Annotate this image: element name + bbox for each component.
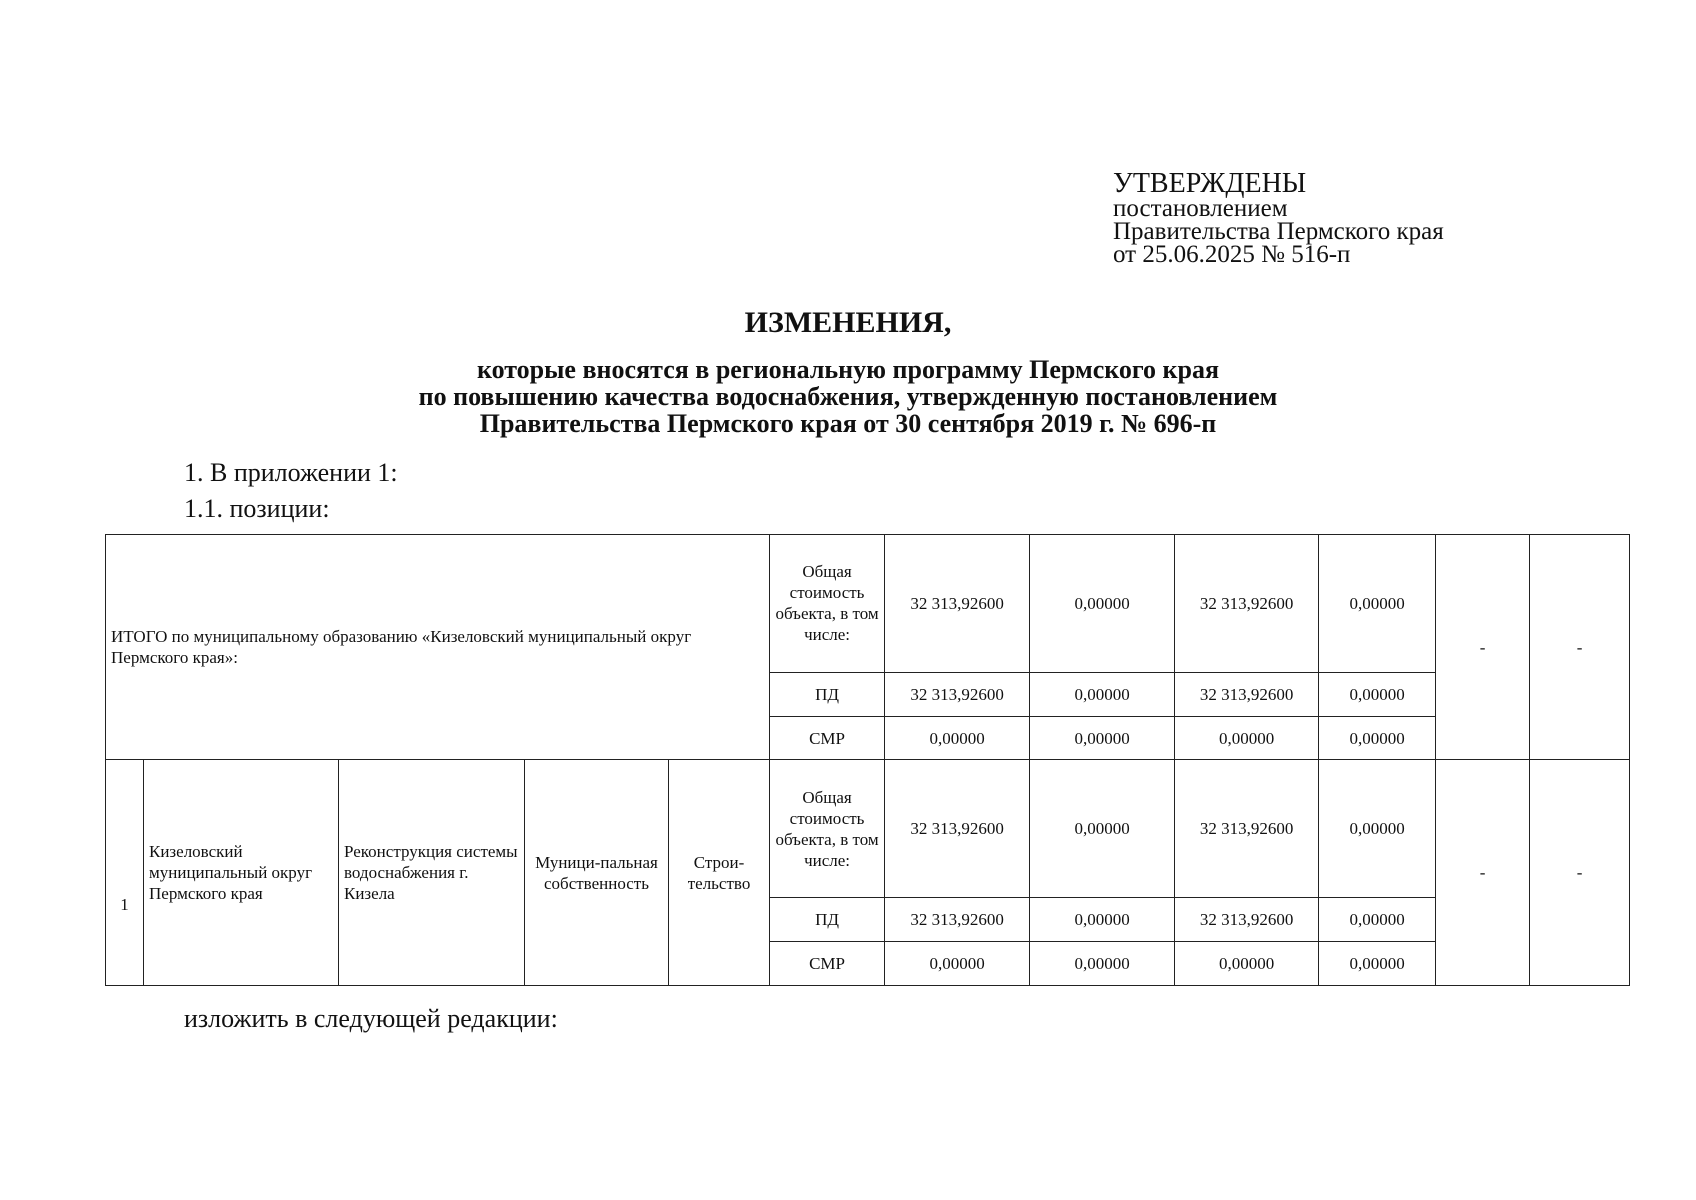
dash-cell: - [1436, 535, 1530, 760]
approval-line-1: постановлением [1113, 195, 1288, 222]
value-cell: 32 313,92600 [885, 897, 1030, 941]
dash-cell: - [1530, 535, 1630, 760]
dash-cell: - [1436, 760, 1530, 986]
cost-type-cell: СМР [770, 717, 885, 760]
value-cell: 0,00000 [1030, 942, 1175, 986]
cost-type-cell: СМР [770, 942, 885, 986]
item-municipality: Кизеловский муниципальный округ Пермского края [144, 760, 339, 986]
value-cell: 0,00000 [1319, 760, 1436, 898]
value-cell: 0,00000 [1030, 897, 1175, 941]
value-cell: 0,00000 [1319, 942, 1436, 986]
paragraph-positions: 1.1. позиции: [184, 494, 330, 523]
total-label: ИТОГО по муниципальному образованию «Кизеловский муниципальный округ Пермского края»: [106, 535, 770, 760]
value-cell: 0,00000 [1030, 760, 1175, 898]
approval-line-3: от 25.06.2025 № 516-п [1113, 241, 1351, 268]
value-cell: 32 313,92600 [1175, 535, 1319, 673]
value-cell: 32 313,92600 [885, 672, 1030, 716]
cost-type-cell: Общая стоимость объекта, в том числе: [770, 535, 885, 673]
subtitle-line-2: по повышению качества водоснабжения, утвержденную постановлением [418, 382, 1278, 411]
value-cell: 0,00000 [1319, 672, 1436, 716]
item-object: Реконструкция системы водоснабжения г. Кизела [339, 760, 525, 986]
value-cell: 0,00000 [1319, 717, 1436, 760]
item-number: 1 [106, 760, 144, 986]
changes-table [105, 534, 1630, 986]
table-row [106, 760, 1630, 898]
subtitle-line-1: которые вносятся в региональную программу Пермского края [476, 355, 1220, 384]
paragraph-new-wording: изложить в следующей редакции: [184, 1004, 558, 1033]
table-row [106, 535, 1630, 673]
subtitle-line-3: Правительства Пермского края от 30 сентября 2019 г. № 696-п [479, 409, 1217, 438]
item-work-type: Строи-тельство [669, 760, 770, 986]
value-cell: 32 313,92600 [885, 760, 1030, 898]
cost-type-cell: ПД [770, 897, 885, 941]
cost-type-cell: ПД [770, 672, 885, 716]
paragraph-appendix: 1. В приложении 1: [184, 458, 398, 487]
value-cell: 0,00000 [1319, 535, 1436, 673]
approval-stamp: УТВЕРЖДЕНЫ [1113, 168, 1307, 199]
value-cell: 0,00000 [1175, 942, 1319, 986]
cost-type-cell: Общая стоимость объекта, в том числе: [770, 760, 885, 898]
value-cell: 0,00000 [1030, 672, 1175, 716]
dash-cell: - [1530, 760, 1630, 986]
value-cell: 32 313,92600 [1175, 760, 1319, 898]
document-subtitle [0, 356, 1696, 437]
document-heading: ИЗМЕНЕНИЯ, [744, 306, 952, 339]
value-cell: 0,00000 [1319, 897, 1436, 941]
value-cell: 0,00000 [885, 942, 1030, 986]
approval-block [1113, 170, 1533, 266]
value-cell: 32 313,92600 [1175, 897, 1319, 941]
value-cell: 0,00000 [1030, 535, 1175, 673]
value-cell: 32 313,92600 [885, 535, 1030, 673]
value-cell: 0,00000 [885, 717, 1030, 760]
approval-line-2: Правительства Пермского края [1113, 218, 1444, 245]
item-ownership: Муници-пальная собственность [525, 760, 669, 986]
value-cell: 32 313,92600 [1175, 672, 1319, 716]
value-cell: 0,00000 [1175, 717, 1319, 760]
value-cell: 0,00000 [1030, 717, 1175, 760]
